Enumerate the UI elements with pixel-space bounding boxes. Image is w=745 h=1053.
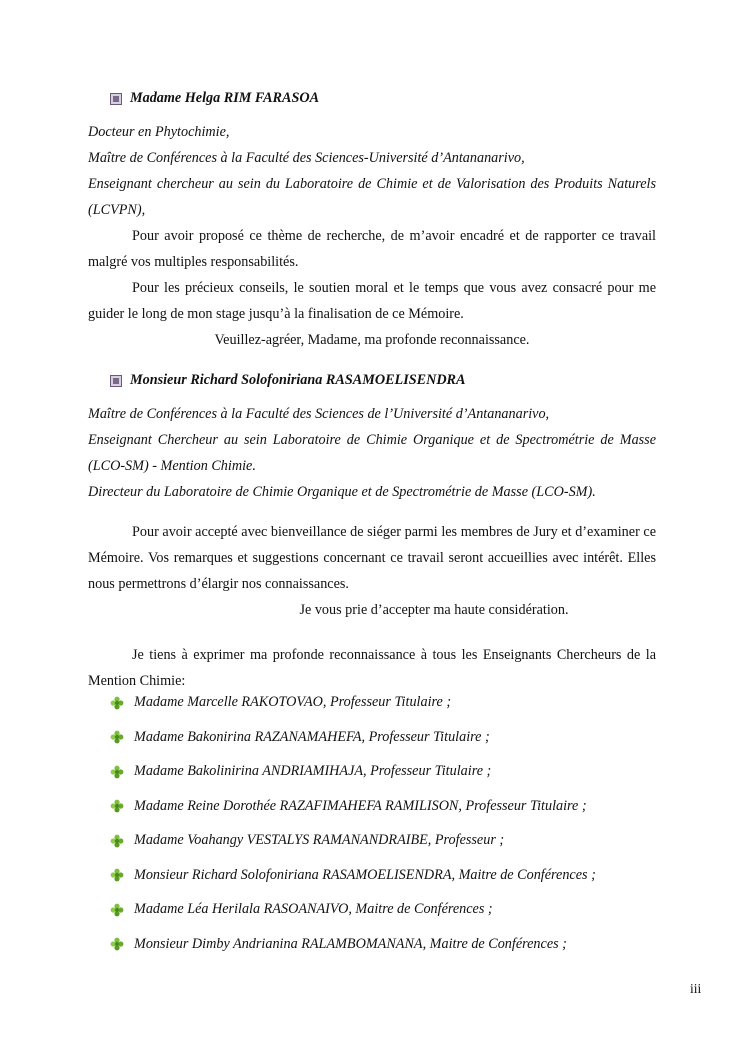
- list-item: [110, 729, 490, 746]
- heading-name: Monsieur Richard Solofoniriana RASAMOELISENDRA: [130, 372, 466, 388]
- page-number: iii: [690, 981, 702, 996]
- title-line: Maître de Conférences à la Faculté des Sciences de l’Université d’Antananarivo,: [88, 406, 550, 422]
- square-bullet-icon: [110, 375, 122, 387]
- flower-bullet-icon: [110, 799, 124, 813]
- list-item-text: Madame Bakolinirina ANDRIAMIHAJA, Professeur Titulaire ;: [134, 763, 492, 779]
- flower-bullet-icon: [110, 868, 124, 882]
- list-item-text: Madame Marcelle RAKOTOVAO, Professeur Titulaire ;: [134, 694, 452, 710]
- heading-helga: [110, 90, 319, 107]
- list-item: [110, 936, 567, 953]
- list-item-text: Madame Bakonirina RAZANAMAHEFA, Professeur Titulaire ;: [134, 728, 490, 745]
- list-item-text: Monsieur Richard Solofoniriana RASAMOELISENDRA, Maitre de Conférences ;: [134, 866, 596, 883]
- title-line: Enseignant chercheur au sein du Laboratoire de Chimie et de Valorisation des Produits Naturels (LCVPN),: [88, 176, 656, 218]
- list-item: [110, 832, 504, 849]
- titles-helga: [88, 119, 656, 223]
- square-bullet-icon: [110, 93, 122, 105]
- title-line: Docteur en Phytochimie,: [88, 124, 230, 140]
- title-line: Enseignant Chercheur au sein Laboratoire de Chimie Organique et de Spectrométrie de Masse (LCO-SM) - Mention Chimie.: [88, 432, 656, 474]
- paragraph: Pour avoir accepté avec bienveillance de siéger parmi les membres de Jury et d’examiner ce Mémoire. Vos remarques et suggestions concernant ce travail seront accueillies avec intérêt. Elles nous permettrons d’élargir nos connaissances.: [88, 524, 656, 592]
- list-item: [110, 763, 491, 780]
- heading-name: Madame Helga RIM FARASOA: [130, 90, 320, 106]
- list-item: [110, 694, 451, 711]
- list-item-text: Monsieur Dimby Andrianina RALAMBOMANANA, Maitre de Conférences ;: [134, 935, 567, 952]
- paragraph-intro: Je tiens à exprimer ma profonde reconnaissance à tous les Enseignants Chercheurs de la Mention Chimie:: [88, 647, 656, 689]
- flower-bullet-icon: [110, 696, 124, 710]
- heading-richard: [110, 372, 466, 389]
- list-item: [110, 798, 587, 815]
- flower-bullet-icon: [110, 937, 124, 951]
- flower-bullet-icon: [110, 834, 124, 848]
- titles-richard: [88, 401, 656, 505]
- list-item-text: Madame Reine Dorothée RAZAFIMAHEFA RAMILISON, Professeur Titulaire ;: [134, 797, 587, 814]
- closing-line: Veuillez-agréer, Madame, ma profonde reconnaissance.: [214, 332, 530, 348]
- flower-bullet-icon: [110, 903, 124, 917]
- list-item: [110, 901, 493, 918]
- flower-bullet-icon: [110, 765, 124, 779]
- closing-line: Je vous prie d’accepter ma haute considération.: [299, 602, 569, 618]
- flower-bullet-icon: [110, 730, 124, 744]
- title-line: Directeur du Laboratoire de Chimie Organique et de Spectrométrie de Masse (LCO-SM).: [88, 484, 596, 500]
- list-item-text: Madame Voahangy VESTALYS RAMANANDRAIBE, Professeur ;: [134, 832, 505, 848]
- list-item: [110, 867, 596, 884]
- paragraph: Pour avoir proposé ce thème de recherche, de m’avoir encadré et de rapporter ce travail malgré vos multiples responsabilités.: [88, 228, 656, 270]
- list-item-text: Madame Léa Herilala RASOANAIVO, Maitre de Conférences ;: [134, 901, 493, 917]
- title-line: Maître de Conférences à la Faculté des Sciences-Université d’Antananarivo,: [88, 150, 525, 166]
- paragraph: Pour les précieux conseils, le soutien moral et le temps que vous avez consacré pour me guider le long de mon stage jusqu’à la finalisation de ce Mémoire.: [88, 280, 656, 322]
